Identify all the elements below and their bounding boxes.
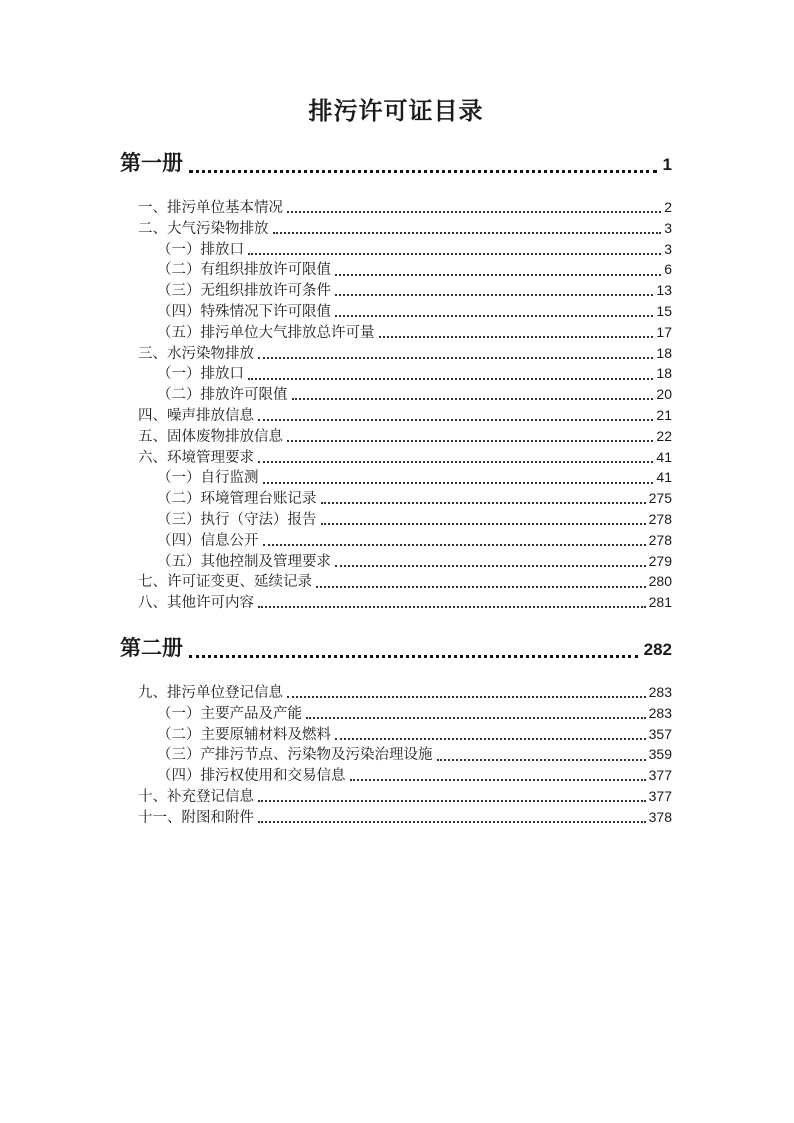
toc-entry-page: 278 — [648, 531, 672, 548]
toc-entry-page: 22 — [656, 427, 672, 444]
toc-entry-page: 283 — [648, 704, 672, 721]
toc-entry-page: 3 — [664, 240, 672, 257]
dot-leader — [248, 253, 661, 255]
toc-entry-page: 18 — [656, 344, 672, 361]
toc-entry-label: （一）排放口 — [157, 366, 244, 383]
toc-entry-page: 279 — [648, 552, 672, 569]
toc-entry-page: 378 — [648, 808, 672, 825]
toc-entry[interactable] — [120, 197, 672, 218]
toc-section-heading-page: 1 — [662, 155, 672, 174]
toc-entry-page: 3 — [664, 219, 672, 236]
dot-leader — [258, 821, 646, 823]
dot-leader — [379, 336, 654, 338]
toc-entry[interactable] — [120, 807, 672, 828]
toc-section-heading[interactable] — [120, 635, 672, 664]
toc-entry-label: （二）主要原辅材料及燃料 — [157, 726, 331, 743]
dot-leader — [263, 544, 646, 546]
toc-entry-page: 20 — [656, 386, 672, 403]
toc-entry-page: 18 — [656, 365, 672, 382]
dot-leader — [335, 738, 646, 740]
toc-entry-label: （二）环境管理台账记录 — [157, 491, 317, 508]
toc-entry[interactable] — [120, 765, 672, 786]
toc-entry[interactable] — [120, 509, 672, 530]
toc-entry-page: 283 — [648, 683, 672, 700]
toc-entry-label: （一）主要产品及产能 — [157, 705, 302, 722]
dot-leader — [263, 482, 654, 484]
toc-entry-page: 41 — [656, 469, 672, 486]
toc-entry[interactable] — [120, 218, 672, 239]
toc-entry-page: 41 — [656, 448, 672, 465]
dot-leader — [248, 378, 653, 380]
dot-leader — [258, 800, 646, 802]
toc-entry-label: 五、固体废物排放信息 — [138, 428, 283, 445]
toc-entry-label: 一、排污单位基本情况 — [138, 200, 283, 216]
toc-entry-label: （四）排污权使用和交易信息 — [157, 768, 346, 785]
toc-entry-label: （三）无组织排放许可条件 — [157, 283, 331, 300]
toc-entry-label: 二、大气污染物排放 — [138, 220, 269, 237]
toc-entry-label: （一）排放口 — [157, 241, 244, 258]
toc-entry[interactable] — [120, 592, 672, 613]
toc-entry-label: 九、排污单位登记信息 — [138, 684, 283, 701]
toc-entry[interactable] — [120, 488, 672, 509]
dot-leader — [258, 357, 653, 359]
toc-entry-page: 275 — [648, 490, 672, 507]
toc-entry[interactable] — [120, 384, 672, 405]
toc-entry-page: 278 — [648, 510, 672, 527]
toc-entry[interactable] — [120, 551, 672, 572]
toc-entry-page: 377 — [648, 767, 672, 784]
toc-entry-page: 281 — [648, 594, 672, 611]
dot-leader — [321, 523, 646, 525]
toc-section — [120, 635, 672, 828]
toc-entry-page: 377 — [648, 787, 672, 804]
dot-leader — [287, 211, 661, 213]
toc-entry-label: （四）特殊情况下许可限值 — [157, 303, 331, 320]
toc-entry[interactable] — [120, 280, 672, 301]
section-entries — [120, 197, 672, 613]
toc-entry-page: 17 — [656, 323, 672, 340]
toc-entry-page: 21 — [656, 406, 672, 423]
dot-leader — [350, 779, 646, 781]
toc-entry-label: 十、补充登记信息 — [138, 788, 254, 805]
toc-entry[interactable] — [120, 426, 672, 447]
dot-leader — [437, 759, 646, 761]
toc-entry-label: （二）有组织排放许可限值 — [157, 262, 331, 279]
toc-section-heading-label: 第一册 — [120, 152, 183, 175]
toc-entry[interactable] — [120, 682, 672, 703]
page-title: 排污许可证目录 — [308, 98, 484, 125]
toc-entry-label: （一）自行监测 — [157, 470, 259, 487]
toc-entry-label: （三）执行（守法）报告 — [157, 511, 317, 528]
toc-entry[interactable] — [120, 467, 672, 488]
toc-entry[interactable] — [120, 405, 672, 426]
table-of-contents — [120, 150, 672, 828]
toc-entry-label: （二）排放许可限值 — [157, 387, 288, 404]
toc-entry[interactable] — [120, 343, 672, 364]
toc-entry-page: 13 — [656, 282, 672, 299]
dot-leader — [287, 696, 646, 698]
toc-section-heading-page: 282 — [643, 639, 672, 659]
toc-entry-page: 357 — [648, 725, 672, 742]
dot-leader — [316, 586, 646, 588]
toc-entry-label: 十一、附图和附件 — [138, 809, 254, 826]
dot-leader — [335, 315, 653, 317]
toc-entry[interactable] — [120, 571, 672, 592]
toc-entry-label: （三）产排污节点、污染物及污染治理设施 — [157, 747, 433, 764]
toc-entry-page: 2 — [664, 199, 672, 215]
dot-leader — [292, 398, 654, 400]
toc-entry-page: 6 — [664, 261, 672, 278]
toc-entry-label: 六、环境管理要求 — [138, 449, 254, 466]
toc-entry-label: 三、水污染物排放 — [138, 345, 254, 362]
dot-leader — [335, 565, 646, 567]
toc-entry-page: 15 — [656, 302, 672, 319]
dot-leader — [189, 170, 657, 173]
toc-entry[interactable] — [120, 239, 672, 260]
toc-entry-label: 八、其他许可内容 — [138, 595, 254, 612]
dot-leader — [335, 294, 653, 296]
toc-entry[interactable] — [120, 447, 672, 468]
toc-entry-label: 七、许可证变更、延续记录 — [138, 574, 312, 591]
dot-leader — [273, 232, 662, 234]
dot-leader — [258, 606, 646, 608]
toc-section-heading-label: 第二册 — [120, 636, 183, 660]
toc-entry-label: （五）其他控制及管理要求 — [157, 553, 331, 570]
toc-section-heading[interactable] — [120, 150, 672, 179]
dot-leader — [189, 655, 638, 658]
toc-entry[interactable] — [120, 786, 672, 807]
toc-entry-page: 280 — [648, 573, 672, 590]
toc-entry-label: 四、噪声排放信息 — [138, 407, 254, 424]
toc-entry-label: （五）排污单位大气排放总许可量 — [157, 324, 375, 341]
toc-section — [120, 150, 672, 613]
section-entries — [120, 682, 672, 828]
dot-leader — [287, 440, 653, 442]
toc-entry[interactable] — [120, 322, 672, 343]
dot-leader — [321, 502, 646, 504]
dot-leader — [258, 419, 653, 421]
toc-entry[interactable] — [120, 259, 672, 280]
toc-entry[interactable] — [120, 703, 672, 724]
dot-leader — [258, 461, 653, 463]
toc-entry[interactable] — [120, 724, 672, 745]
dot-leader — [335, 274, 661, 276]
toc-entry[interactable] — [120, 530, 672, 551]
toc-entry[interactable] — [120, 744, 672, 765]
toc-entry-label: （四）信息公开 — [157, 532, 259, 549]
toc-entry[interactable] — [120, 363, 672, 384]
toc-entry-page: 359 — [648, 746, 672, 763]
toc-entry[interactable] — [120, 301, 672, 322]
dot-leader — [306, 717, 646, 719]
